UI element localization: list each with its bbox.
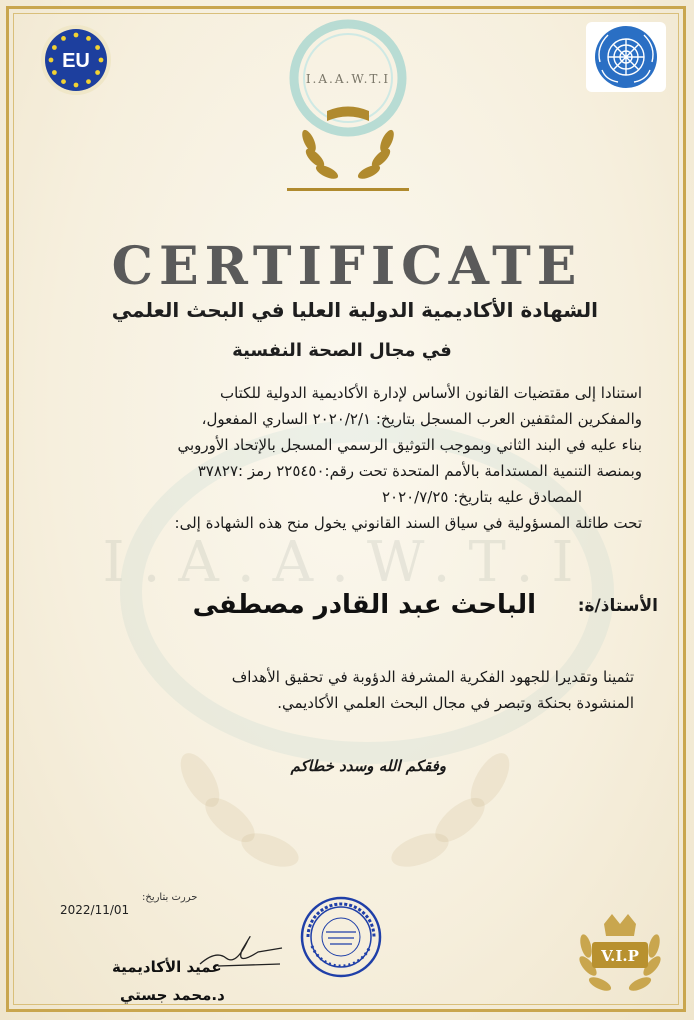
eu-logo <box>40 24 112 96</box>
appreciation-line: تثمينا وتقديرا للجهود الفكرية المشرفة الدؤوبة في تحقيق الأهداف <box>231 668 634 686</box>
certificate-subtitle: الشهادة الأكاديمية الدولية العليا في البحث العلمي <box>111 298 598 322</box>
body-line: بناء عليه في البند الثاني وبموجب التوثيق الرسمي المسجل بالإتحاد الأوروبي <box>177 436 642 454</box>
academy-abbreviation: I.A.A.W.T.I <box>305 72 391 86</box>
closing-phrase: وفقكم الله وسدد خطاكم <box>290 757 446 775</box>
body-line: والمفكرين المثقفين العرب المسجل بتاريخ: ٢٠٢٠/٢/١ الساري المفعول، <box>201 410 642 428</box>
recipient-name: الباحث عبد القادر مصطفى <box>192 590 536 620</box>
appreciation-text <box>34 664 634 716</box>
certificate-field: في مجال الصحة النفسية <box>232 340 452 361</box>
signatory-title: عميد الأكاديمية <box>112 958 222 976</box>
recipient-label: الأستاذ/ة: <box>577 596 658 616</box>
academy-emblem-icon <box>287 16 409 196</box>
un-emblem-icon <box>586 22 666 92</box>
body-line: المصادق عليه بتاريخ: ٢٠٢٠/٧/٢٥ <box>381 488 582 506</box>
body-line: استنادا إلى مقتضيات القانون الأساس لإدارة الأكاديمية الدولية للكتاب <box>219 384 642 402</box>
svg-text:EU: EU <box>62 50 90 72</box>
certificate-body <box>42 380 642 536</box>
body-line: وبمنصة التنمية المستدامة بالأمم المتحدة تحت رقم:٢٢٥٤٥٠ رمز :٣٧٨٢٧ <box>197 462 642 480</box>
official-seal-icon <box>300 896 382 978</box>
appreciation-line: المنشودة بحنكة وتبصر في مجال البحث العلمي الأكاديمي. <box>277 694 634 712</box>
body-line: تحت طائلة المسؤولية في سياق السند القانوني يخول منح هذه الشهادة إلى: <box>174 514 642 532</box>
vip-badge <box>570 906 670 1002</box>
certificate-title: CERTIFICATE <box>111 236 583 297</box>
signatory-name: د.محمد جستي <box>120 986 225 1004</box>
academy-logo <box>287 16 409 196</box>
watermark-text: I.A.A.W.T.I <box>102 530 592 595</box>
issue-date: 2022/11/01 <box>60 903 130 917</box>
issue-date-label: حررت بتاريخ: <box>142 892 198 903</box>
svg-text:V.I.P: V.I.P <box>601 947 639 965</box>
